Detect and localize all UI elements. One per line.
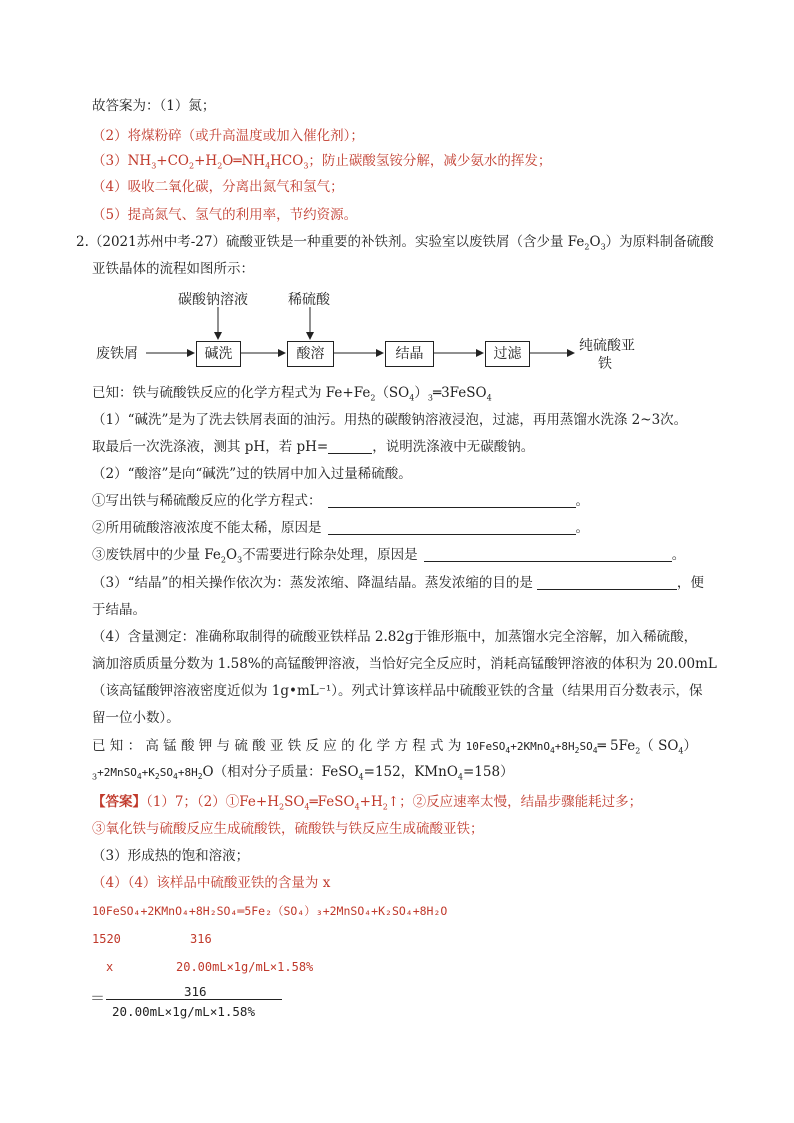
mass-x: x [106,960,114,974]
part-2-intro: （2）“酸溶”是向“碱洗”过的铁屑中加入过量稀硫酸。 [92,466,412,482]
answer-prev-4: （4）吸收二氧化碳，分离出氮气和氢气； [92,179,344,195]
part-2-a: ①写出铁与稀硫酸反应的化学方程式： 。 [92,493,589,509]
flow-output-label-2: 铁 [598,356,612,372]
answer-equation: 10FeSO₄+2KMnO₄+8H₂SO₄═5Fe₂（SO₄）₃+2MnSO₄+K₂SO₄+8H₂O [92,904,448,918]
flow-input-label: 废铁屑 [96,346,138,362]
part-4-line-1: （4）含量测定：准确称取制得的硫酸亚铁样品 2.82g于锥形瓶中，加蒸馏水完全溶解，加入稀硫酸， [92,629,698,645]
answer-blank-reason-1[interactable] [328,520,576,535]
flow-step-acid-dissolve: 酸溶 [287,341,334,367]
answer-blank-reason-2[interactable] [424,547,672,562]
part-2-b: ②所用硫酸溶液浓度不能太稀，原因是 。 [92,520,589,536]
part-1-line-2: 取最后一次洗涤液，测其 pH，若 pH= ，说明洗涤液中无碳酸钠。 [92,439,535,455]
flow-reagent-2: 稀硫酸 [288,292,330,308]
flow-output-label-1: 纯硫酸亚 [579,338,635,354]
part-4-line-4: 留一位小数）。 [92,710,180,726]
flow-step-alkali-wash: 碱洗 [196,341,241,367]
answer-blank-ph[interactable] [328,439,372,454]
answer-prev-2: （2）将煤粉碎（或升高温度或加入催化剂）； [92,128,364,144]
flow-reagent-1: 碳酸钠溶液 [178,292,248,308]
answer-blank-purpose[interactable] [537,575,677,590]
part-3-line-2: 于结晶。 [92,602,146,618]
process-flow-diagram [90,285,650,380]
known-equation-2: 已 知 ： 高 锰 酸 钾 与 硫 酸 亚 铁 反 应 的 化 学 方 程 式 为 $10FeSO_4+2KMnO_4+8H_2SO_4═$ $5Fe_2$（ $SO_4$） [92,738,697,756]
flow-arrows [90,285,650,380]
fraction-bar [106,999,282,1000]
flow-step-filter: 过滤 [485,341,530,367]
part-4-line-3: （该高锰酸钾溶液密度近似为 1g•mL⁻¹）。列式计算该样品中硫酸亚铁的含量（结果用百分数表示，保 [92,683,703,699]
mass-ratio-1: 1520 [92,932,121,946]
question-2-header-2: 亚铁晶体的流程如图所示： [92,261,254,277]
answer-intro: 故答案为：（1）氮； [92,98,216,114]
question-2-header: 2.（2021苏州中考-27）硫酸亚铁是一种重要的补铁剂。实验室以废铁屑（含少量 $Fe_2O_3$）为原料制备硫酸 [76,234,714,252]
answer-blank-equation[interactable] [328,493,576,508]
part-4-line-2: 滴加溶质质量分数为 1.58%的高锰酸钾溶液，当恰好完全反应时，消耗高锰酸钾溶液的体积为 20.00mL [92,656,717,672]
mass-kmno4: 20.00mL×1g/mL×1.58% [176,960,314,974]
fraction-equals: ＝ [90,989,106,1007]
fraction-numerator: 316 [184,984,207,999]
answer-line-1: 【答案】（1）7；$(2)①Fe+H_2SO_4═FeSO_4+H_2↑$；②反应速率太慢，结晶步骤能耗过多； [92,794,643,812]
known-equation-2-cont: $_3+2MnSO_4+K_2SO_4+8H_2O$（相对分子质量：FeSO$_4$=152，KMnO$_4$=158） [92,764,514,782]
fraction-denominator: 20.00mL×1g/mL×1.58% [112,1004,255,1019]
mass-ratio-2: 316 [190,932,212,946]
part-3-line-1: （3）“结晶”的相关操作依次为：蒸发浓缩、降温结晶。蒸发浓缩的目的是 ，便 [92,575,704,591]
answer-line-4: （4）（4）该样品中硫酸亚铁的含量为 x [92,875,331,891]
answer-line-3: （3）形成热的饱和溶液； [92,848,250,864]
answer-line-2: ③氧化铁与硫酸反应生成硫酸铁，硫酸铁与铁反应生成硫酸亚铁； [92,821,484,837]
part-2-c: ③废铁屑中的少量 $Fe_2O_3$不需要进行除杂处理，原因是 。 [92,547,686,565]
known-equation-1: 已知：铁与硫酸铁反应的化学方程式为 $Fe+Fe_2(SO_4)_3═3FeSO_4$ [92,385,492,403]
flow-step-crystallize: 结晶 [385,341,434,367]
answer-prev-3: $(3)NH_3+CO_2+H_2O═NH_4HCO_3$；防止碳酸氢铵分解，减少氨水的挥发； [92,153,552,171]
part-1-line-1: （1）“碱洗”是为了洗去铁屑表面的油污。用热的碳酸钠溶液浸泡，过滤，再用蒸馏水洗涤 2~3次。 [92,412,688,428]
answer-prev-5: （5）提高氮气、氢气的利用率，节约资源。 [92,207,358,223]
